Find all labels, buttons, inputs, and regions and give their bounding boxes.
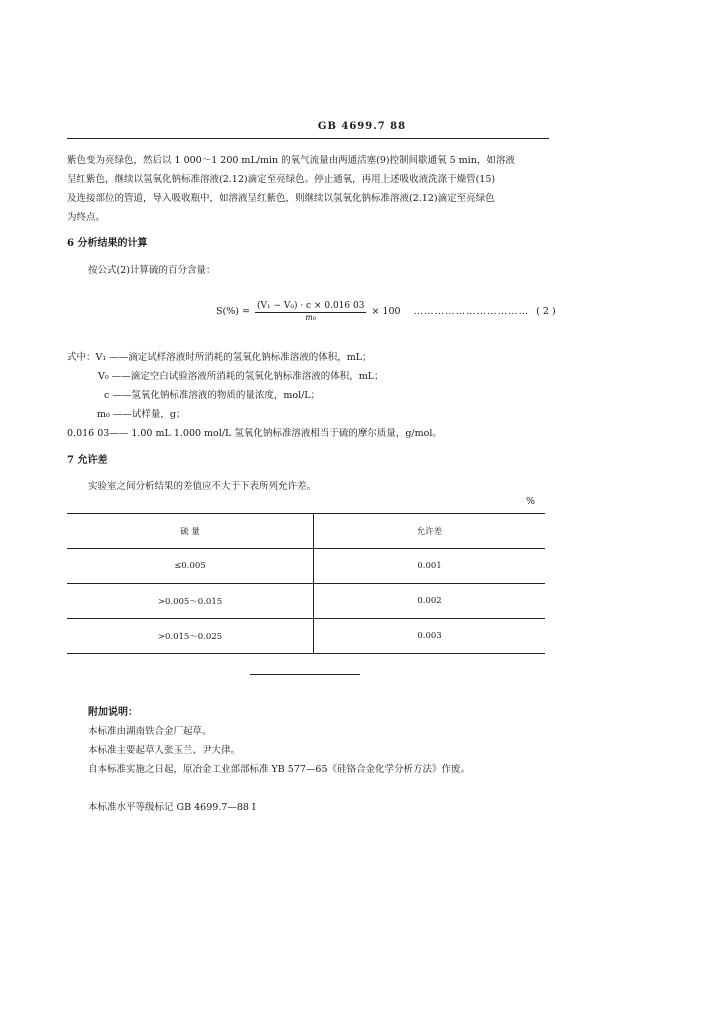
table-cell: 0.001 [314, 549, 546, 584]
notes-line: 本标准主要起草人张玉兰、尹大律。 [88, 745, 241, 756]
table-header: 硫 量 [67, 514, 314, 549]
table-cell: >0.005～0.015 [67, 584, 314, 619]
intro-paragraph [67, 151, 549, 227]
definition-v0: V₀ ——滴定空白试验溶液所消耗的氢氧化钠标准溶液的体积，mL； [98, 371, 384, 382]
table-header-row [67, 514, 545, 549]
formula-fraction [255, 301, 366, 322]
definition-constant: 0.016 03—— 1.00 mL 1.000 mol/L 氢氧化钠标准溶液相当于硫的摩尔质量，g/mol。 [67, 428, 442, 439]
formula [216, 301, 556, 322]
definition-v1: 式中：V₁ ——滴定试样溶液时所消耗的氢氧化钠标准溶液的体积，mL； [67, 352, 372, 363]
formula-dots: …………………………… [413, 306, 530, 317]
section-6-heading: 6 分析结果的计算 [67, 238, 148, 249]
definition-m0: m₀ ——试样量，g； [97, 409, 186, 420]
table-header: 允许差 [314, 514, 546, 549]
table-cell: 0.002 [314, 584, 546, 619]
intro-line: 紫色变为亮绿色，然后以 1 000～1 200 mL/min 的氧气流量由两通活塞(9)控制间歇通氧 5 min，如溶液 [67, 155, 515, 166]
notes-title: 附加说明： [88, 707, 138, 718]
tolerance-table [67, 513, 545, 654]
end-rule [250, 674, 360, 675]
table-cell: ≤0.005 [67, 549, 314, 584]
formula-number: ( 2 ) [536, 306, 556, 317]
header-rule [67, 138, 549, 139]
table-cell: 0.003 [314, 619, 546, 654]
intro-line: 呈红紫色，继续以氢氧化钠标准溶液(2.12)滴定至亮绿色。停止通氧，再用上述吸收液洗涤干燥管(15) [67, 174, 496, 185]
section-7-lead: 实验室之间分析结果的差值应不大于下表所列允许差。 [88, 481, 317, 492]
notes-line: 本标准由湖南铁合金厂起草。 [88, 726, 212, 737]
section-7-heading: 7 允许差 [67, 455, 108, 466]
formula-numerator: (V₁ − V₀) · c × 0.016 03 [256, 301, 365, 311]
section-6-lead: 按公式(2)计算硫的百分含量： [88, 265, 216, 276]
intro-line: 为终点。 [67, 212, 106, 223]
definition-c: c ——氢氧化钠标准溶液的物质的量浓度，mol/L； [104, 390, 321, 401]
unit-label: % [526, 496, 536, 507]
table-cell: >0.015～0.025 [67, 619, 314, 654]
table-row [67, 619, 545, 654]
grade-mark: 本标准水平等级标记 GB 4699.7—88 I [88, 802, 256, 813]
notes-line: 自本标准实施之日起，原冶金工业部部标准 YB 577—65《硅铬合金化学分析方法》作废。 [88, 764, 471, 775]
formula-times: × 100 [371, 306, 401, 317]
table-row [67, 549, 545, 584]
page-header: GB 4699.7 88 [317, 121, 407, 132]
formula-lhs: S(%) = [216, 306, 250, 317]
formula-denominator: m₀ [305, 313, 317, 322]
intro-line: 及连接部位的管道，导入吸收瓶中，如溶液呈红紫色，则继续以氢氧化钠标准溶液(2.12)滴定至亮绿色 [67, 193, 495, 204]
table-row [67, 584, 545, 619]
